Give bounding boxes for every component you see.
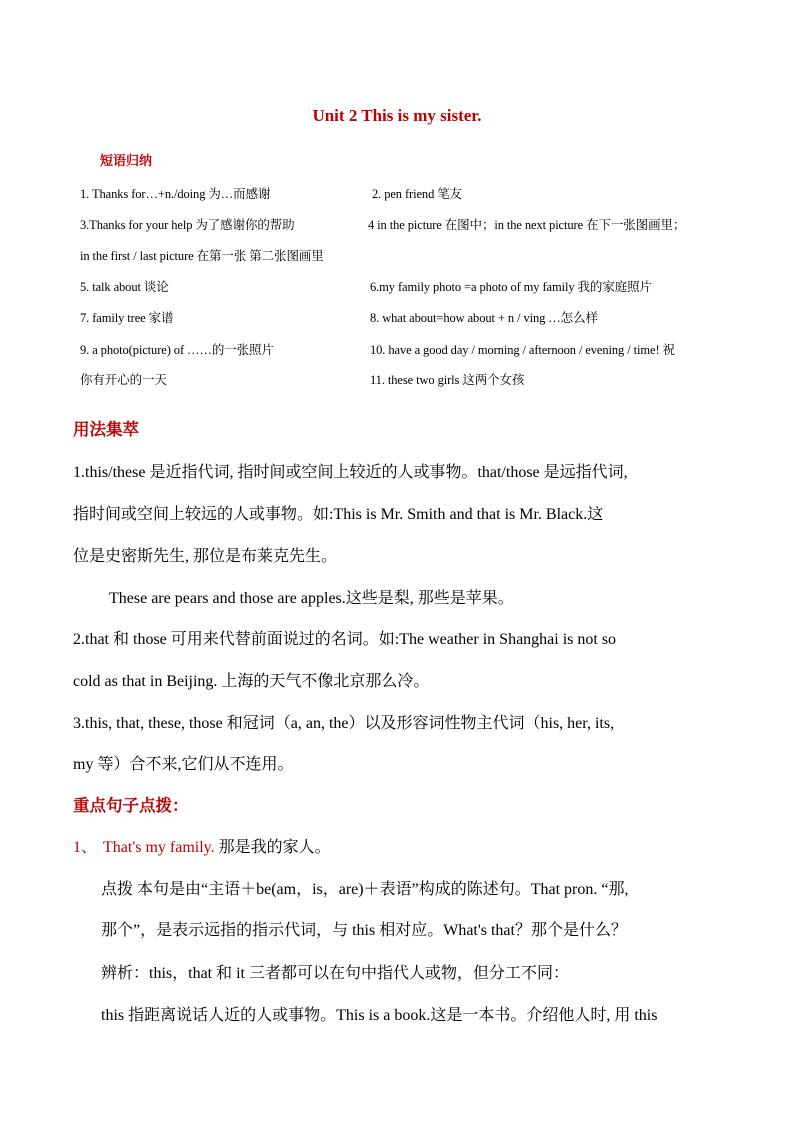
key-sentences-heading: 重点句子点拨：: [73, 796, 189, 815]
explanation-line: 点拨 本句是由“主语＋be(am，is，are)＋表语”构成的陈述句。That pron. “那,: [101, 881, 629, 898]
phrase-1: 1. Thanks for…+n./doing 为…而感谢: [80, 187, 271, 201]
phrase-3: 3.Thanks for your help 为了感谢你的帮助: [80, 218, 295, 232]
phrase-11: 11. these two girls 这两个女孩: [370, 373, 525, 387]
usage-line: cold as that in Beijing. 上海的天气不像北京那么冷。: [73, 673, 430, 690]
sentence-chinese: 那是我的家人。: [214, 839, 331, 856]
sentence-english: That's my family.: [103, 839, 215, 856]
key-sentence-1: [73, 834, 331, 857]
phrase-7: 7. family tree 家谱: [80, 311, 174, 325]
phrase-4-cont: in the first / last picture 在第一张 第二张图画里: [80, 249, 324, 263]
phrases-heading: 短语归纳: [100, 154, 153, 169]
explanation-line: 辨析：this，that 和 it 三者都可以在句中指代人或物，但分工不同：: [101, 965, 570, 982]
usage-line: my 等）合不来,它们从不连用。: [73, 756, 294, 773]
phrase-6: 6.my family photo =a photo of my family 我的家庭照片: [370, 280, 652, 294]
phrase-10-cont: 你有开心的一天: [80, 373, 167, 387]
phrase-8: 8. what about=how about + n / ving …怎么样: [370, 311, 598, 325]
usage-heading: 用法集萃: [73, 420, 139, 439]
usage-line: 1.this/these 是近指代词, 指时间或空间上较近的人或事物。that/those 是远指代词,: [73, 464, 628, 481]
phrase-10: 10. have a good day / morning / afternoon / evening / time! 祝: [370, 343, 675, 357]
usage-line: 3.this, that, these, those 和冠词（a, an, the）以及形容词性物主代词（his, her, its,: [73, 715, 615, 732]
page-title: Unit 2 This is my sister.: [312, 106, 482, 125]
explanation-line: 那个”，是表示远指的指示代词，与 this 相对应。What's that？那个是什么？: [101, 922, 627, 939]
usage-line: 指时间或空间上较远的人或事物。如:This is Mr. Smith and that is Mr. Black.这: [73, 506, 604, 523]
phrase-2: 2. pen friend 笔友: [372, 187, 463, 201]
explanation-line: this 指距离说话人近的人或事物。This is a book.这是一本书。介绍他人时, 用 this: [101, 1007, 658, 1024]
usage-line: 位是史密斯先生, 那位是布莱克先生。: [73, 548, 338, 565]
sentence-number: 1、: [73, 839, 98, 856]
usage-line: 2.that 和 those 可用来代替前面说过的名词。如:The weather in Shanghai is not so: [73, 631, 617, 648]
phrase-4: 4 in the picture 在图中；in the next picture 在下一张图画里；: [368, 218, 686, 232]
phrase-5: 5. talk about 谈论: [80, 280, 169, 294]
usage-line: These are pears and those are apples.这些是梨, 那些是苹果。: [109, 590, 514, 607]
phrase-9: 9. a photo(picture) of ……的一张照片: [80, 343, 274, 357]
